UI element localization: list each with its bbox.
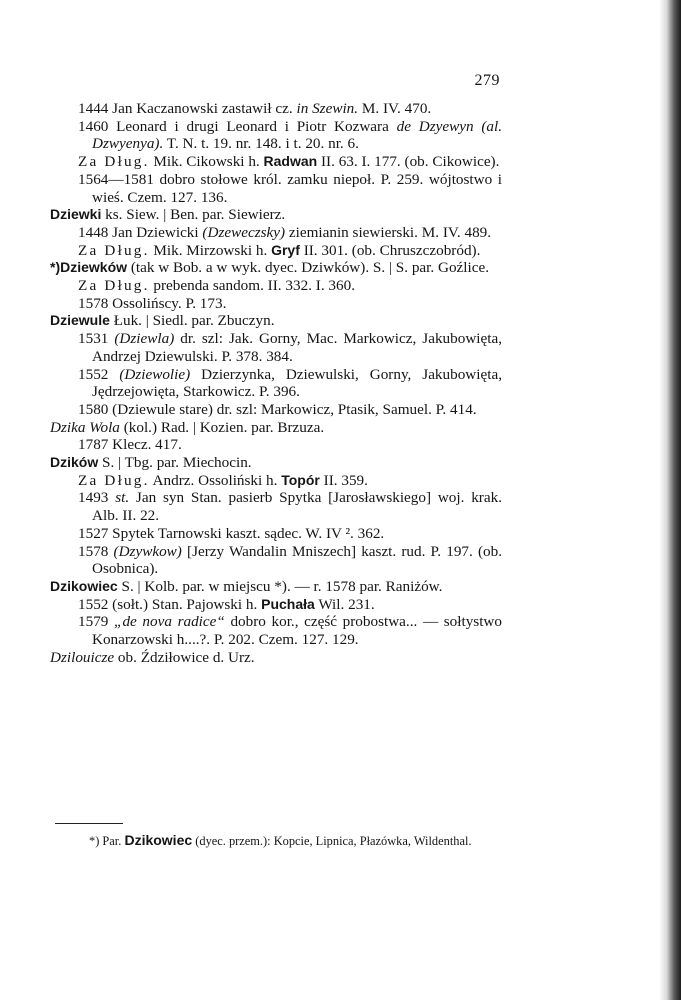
text-run: (Dziewla) [114,330,175,348]
text-run: Dzierzynka, Dziewulski, Gorny, Jakubowięta, Jędrzejowięta, Starkowicz. P. 396. [92,365,502,401]
entry-heading [50,206,502,224]
entry-line [50,472,502,490]
text-run: II. 301. (ob. Chruszczobród). [299,241,481,259]
text-run: Wil. 231. [314,595,375,613]
text-run: „de nova radice“ [114,613,225,631]
entry-line [50,436,502,454]
text-run: S. | Tbg. par. Miechocin. [98,454,252,472]
entry-heading [50,578,502,596]
entry-heading [50,454,502,472]
text-run: Za Dług. [78,241,150,259]
text-run: Dzików [50,454,99,471]
entry-line [50,118,502,153]
footnote-divider [55,823,123,824]
text-run: Dziewki [50,206,102,223]
dictionary-text [50,100,502,667]
entry-line [50,489,502,524]
text-run: Puchała [261,595,315,612]
entry-line [50,224,502,242]
text-run: 1787 Klecz. 417. [78,436,182,454]
text-run: Gryf [271,241,300,258]
text-run: 1580 (Dziewule stare) dr. szl: Markowicz, Ptasik, Samuel. P. 414. [78,400,477,418]
text-run: Za Dług. [78,277,150,295]
entry-line [50,543,502,578]
entry-line [50,330,502,365]
entry-line [50,153,502,171]
text-run: 1579 [78,613,115,631]
text-run: (kol.) Rad. | Kozien. par. Brzuza. [119,418,325,436]
text-run: Jan syn Stan. pasierb Spytka [Jarosławskiego] woj. krak. Alb. II. 22. [92,489,502,525]
text-run: 1448 Jan Dziewicki [78,223,203,241]
entry-line [50,100,502,118]
text-run: Dzilouicze [50,648,115,666]
entry-line [50,295,502,313]
text-run: Za Dług. [78,153,150,171]
text-run: 1564—1581 dobro stołowe król. zamku niepoł. P. 259. wójtostwo i wieś. Czem. 127. 136. [78,170,502,206]
footnote-run: *) Par. [89,834,125,848]
text-run: 1493 [78,489,116,507]
text-run: Dziewule [50,312,110,329]
text-run: ks. Siew. | Ben. par. Siewierz. [101,206,286,224]
text-run: 1578 Ossolińscy. P. 173. [78,294,227,312]
footnote [89,832,519,849]
page-edge-shadow [659,0,681,1000]
text-run: Dzika Wola [50,418,120,436]
text-run: 1552 [78,365,120,383]
text-run: [Jerzy Wandalin Mniszech] kaszt. rud. P. 197. (ob. Osobnica). [92,542,502,578]
text-run: Radwan [263,153,318,170]
entry-heading [50,649,502,667]
entry-line [50,596,502,614]
text-run: Andrz. Ossoliński h. [149,471,282,489]
text-run: T. N. t. 19. nr. 148. i t. 20. nr. 6. [163,135,359,153]
text-run: S. | Kolb. par. w miejscu *). — r. 1578 par. Raniżów. [117,577,443,595]
text-run: 1460 Leonard i drugi Leonard i Piotr Kozwara [78,117,397,135]
page-number: 279 [474,72,500,89]
text-run: 1552 (sołt.) Stan. Pajowski h. [78,595,262,613]
text-run: Topór [281,471,320,488]
text-run: 1444 Jan Kaczanowski zastawił cz. [78,100,297,117]
text-run: Łuk. | Siedl. par. Zbuczyn. [109,312,275,330]
footnote-run: (dyec. przem.): Kopcie, Lipnica, Płazówka, Wildenthal. [192,834,472,848]
text-run: dr. szl: Jak. Gorny, Mac. Markowicz, Jakubowięta, Andrzej Dziewulski. P. 378. 384. [92,330,503,365]
text-run: (Dzywkow) [113,542,182,560]
text-run: M. IV. 470. [358,100,432,117]
entry-line [50,277,502,295]
entry-line [50,171,502,206]
text-run: 1527 Spytek Tarnowski kaszt. sądec. W. IV ². 362. [78,524,385,542]
text-run: (tak w Bob. a w wyk. dyec. Dziwków). S. | S. par. Goźlice. [127,259,490,277]
text-run: 1531 [78,330,115,348]
entry-line [50,242,502,260]
text-run: (Dziewolie) [119,365,191,383]
text-run: 1578 [78,542,114,560]
entry-line [50,366,502,401]
text-run: Mik. Cikowski h. [149,153,264,171]
text-run: Dzikowiec [50,577,118,594]
text-run: ob. Ździłowice d. Urz. [114,648,255,666]
text-run: in Szewin. [296,100,359,117]
entry-heading [50,259,502,277]
text-run: dobro kor., część probostwa... — sołtystwo Konarzowski h....?. P. 202. Czem. 127. 129. [92,613,502,649]
entry-heading [50,419,502,437]
text-run: st. [115,489,130,507]
entry-line [50,525,502,543]
text-run: de Dzyewyn (al. Dzwyenya). [92,117,503,153]
entry-line [50,613,502,648]
text-run: Mik. Mirzowski h. [149,241,272,259]
text-run: II. 63. I. 177. (ob. Cikowice). [317,153,500,171]
text-run: *)Dziewków [50,259,128,276]
text-run: prebenda sandom. II. 332. I. 360. [149,277,355,295]
footnote-run: Dzikowiec [124,832,193,848]
text-run: II. 359. [319,471,368,489]
entry-heading [50,312,502,330]
text-run: (Dzeweczsky) [202,223,286,241]
entry-line [50,401,502,419]
text-run: ziemianin siewierski. M. IV. 489. [285,223,492,241]
text-run: Za Dług. [78,471,150,489]
